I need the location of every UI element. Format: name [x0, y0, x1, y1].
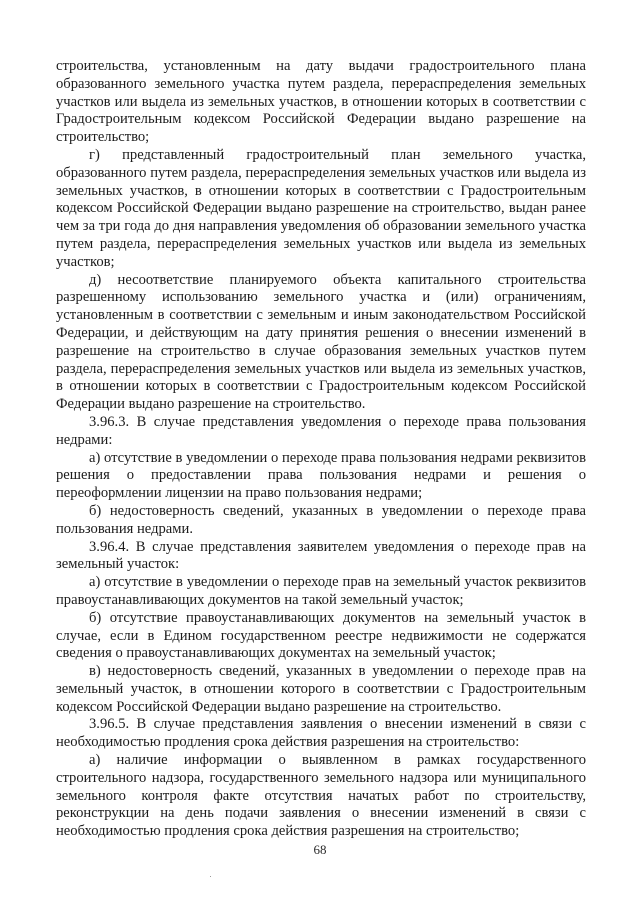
paragraph-9: б) отсутствие правоустанавливающих документов на земельный участок в случае, если в Едином государственном реестре недвижимости не содержатся сведения о правоустанавливающих документах на земельный участок;	[56, 609, 586, 662]
scan-speck	[210, 876, 211, 877]
paragraph-5: а) отсутствие в уведомлении о переходе права пользования недрами реквизитов решения о предоставлении права пользования недрами и решения о переоформлении лицензии на право пользования недрами;	[56, 449, 586, 502]
paragraph-8: а) отсутствие в уведомлении о переходе прав на земельный участок реквизитов правоустанавливающих документов на такой земельный участок;	[56, 574, 586, 608]
document-body	[56, 58, 586, 841]
paragraph-10: в) недостоверность сведений, указанных в уведомлении о переходе прав на земельный участок, в отношении которого в соответствии с Градостроительным кодексом Российской Федерации выдано разрешение на строительство.	[56, 663, 586, 715]
paragraph-3: д) несоответствие планируемого объекта капитального строительства разрешенному использованию земельного участка и (или) ограничениям, установленным в соответствии с земельным и иным законодательством Российской Федерации, и действующим на дату принятия решения о внесении изменений в разрешение на строительство в случае образования земельных участков путем раздела, перераспределения земельных участков или выдела из земельных участков, в отношении которых в соответствии с Градостроительным кодексом Российской Федерации выдано разрешение на строительство.	[56, 271, 586, 413]
page-number: 68	[313, 842, 327, 857]
paragraph-11: 3.96.5. В случае представления заявления о внесении изменений в связи с необходимостью продления срока действия разрешения на строительство:	[56, 716, 586, 751]
paragraph-2: г) представленный градостроительный план земельного участка, образованного путем раздела, перераспределения земельных участков или выдела из земельных участков, в отношении которых в соответствии с Градостроительным кодексом Российской Федерации выдано разрешение на строительство, выдан ранее чем за три года до дня направления уведомления об образовании земельного участка путем раздела, перераспределения земельных участков или выдела из земельных участков;	[56, 146, 586, 270]
paragraph-7: 3.96.4. В случае представления заявителем уведомления о переходе прав на земельный участок:	[56, 538, 586, 573]
paragraph-12: а) наличие информации о выявленном в рамках государственного строительного надзора, государственного земельного надзора или муниципального земельного контроля факте отсутствия начатых работ по строительству, реконструкции на день подачи заявления о внесении изменений в связи с необходимостью продления срока действия разрешения на строительство;	[56, 752, 586, 840]
paragraph-6: б) недостоверность сведений, указанных в уведомлении о переходе права пользования недрами.	[56, 502, 586, 537]
paragraph-4: 3.96.3. В случае представления уведомления о переходе права пользования недрами:	[56, 413, 586, 448]
paragraph-1: строительства, установленным на дату выдачи градостроительного плана образованного земельного участка путем раздела, перераспределения земельных участков или выдела из земельных участков, в отношении которых в соответствии с Градостроительным кодексом Российской Федерации выдано разрешение на строительство;	[56, 58, 586, 146]
